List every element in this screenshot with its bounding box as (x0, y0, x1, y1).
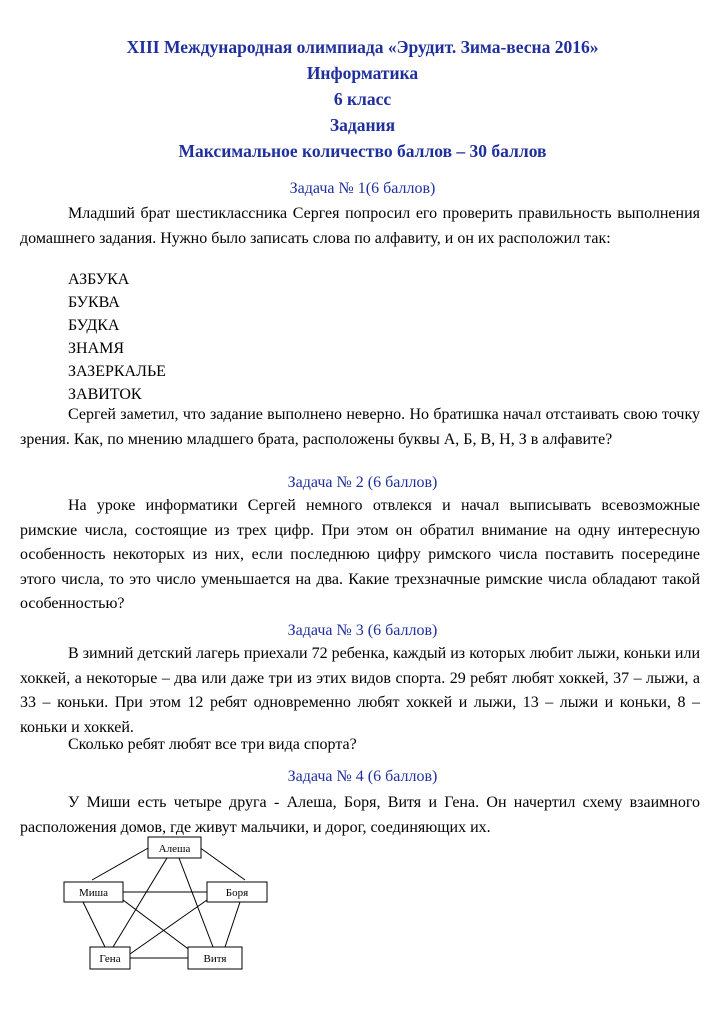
task3-text: В зимний детский лагерь приехали 72 ребенка, каждый из которых любит лыжи, коньки или хоккей, а некоторые – два или даже три из этих видов спорта. 29 ребят любят хоккей, 37 – лыжи, а 33 – коньки. При этом 12 ребят одновременно любят хоккей и лыжи, 13 – лыжи и коньки, 8 – коньки и хоккей. (20, 645, 700, 736)
task1-word: ЗНАМЯ (68, 340, 125, 357)
task1-question: Сергей заметил, что задание выполнено неверно. Но братишка начал отстаивать свою точку зрения. Как, по мнению младшего брата, расположены буквы А, Б, В, Н, З в алфавите? (20, 406, 700, 448)
road-alesha-borya (199, 847, 245, 880)
road-borya-gena (130, 900, 207, 954)
task1-word: БУДКА (68, 317, 120, 334)
road-alesha-misha (92, 847, 150, 880)
house-borya-label: Боря (225, 887, 249, 899)
olympiad-title: XIII Международная олимпиада «Эрудит. Зима-весна 2016» (126, 37, 599, 57)
task3-title: Задача № 3 (6 баллов) (287, 622, 438, 639)
road-misha-gena (83, 902, 105, 947)
task4-title: Задача № 4 (6 баллов) (287, 768, 438, 785)
grade-title: 6 класс (333, 89, 392, 109)
max-score-title: Максимальное количество баллов – 30 баллов (178, 141, 547, 161)
road-misha-vitya (123, 900, 195, 954)
task1-word: ЗАЗЕРКАЛЬЕ (68, 363, 166, 380)
house-gena-label: Гена (99, 953, 121, 965)
task1-word: ЗАВИТОК (68, 386, 142, 403)
task2-text: На уроке информатики Сергей немного отвлекся и начал выписывать всевозможные римские числа, состоящие из трех цифр. При этом он обратил внимание на одну интересную особенность некоторых из них, если последнюю цифру римского числа поставить посередине этого числа, то это число уменьшается на два. Какие трехзначные римские числа обладают такой особенностью? (20, 497, 700, 612)
task2-title: Задача № 2 (6 баллов) (287, 474, 438, 491)
tasks-title: Задания (329, 115, 396, 135)
task3-question: Сколько ребят любят все три вида спорта? (68, 736, 357, 753)
road-borya-vitya (225, 902, 240, 947)
task4-text: У Миши есть четыре друга - Алеша, Боря, Витя и Гена. Он начертил схему взаимного расположения домов, где живут мальчики, и дорог, соединяющих их. (20, 794, 700, 836)
house-misha-label: Миша (78, 887, 109, 899)
document-header (0, 34, 725, 164)
task1-title: Задача № 1(6 баллов) (289, 180, 436, 197)
house-alesha-label: Алеша (158, 843, 191, 855)
house-vitya-label: Витя (203, 953, 227, 965)
task1-intro: Младший брат шестиклассника Сергея попросил его проверить правильность выполнения домашнего задания. Нужно было записать слова по алфавиту, и он их расположил так: (20, 205, 700, 247)
task1-word: БУКВА (68, 294, 120, 311)
houses-roads-diagram (55, 830, 285, 980)
subject-title: Информатика (306, 63, 419, 83)
task1-word: АЗБУКА (68, 271, 130, 288)
